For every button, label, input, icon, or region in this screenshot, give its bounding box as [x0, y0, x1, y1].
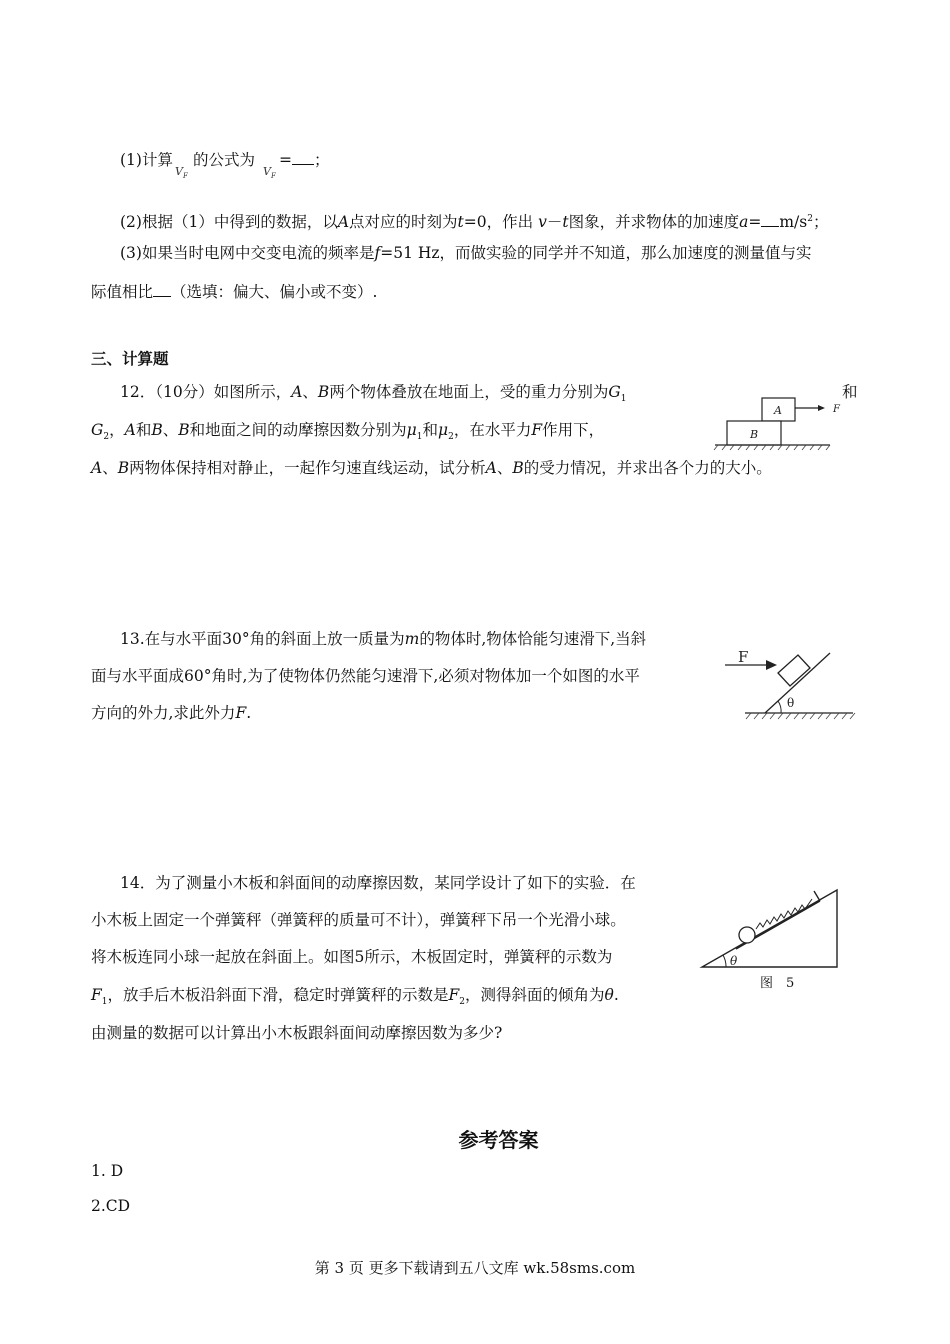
q12-line1: 12．（10分）如图所示，A、B两个物体叠放在地面上，受的重力分别为$G_1$ [120, 383, 627, 405]
label-force-f: F [738, 648, 749, 666]
answer-blank-acceleration[interactable] [761, 212, 779, 227]
q12-and: 和 [842, 383, 858, 401]
figure-5-caption: 图 5 [760, 976, 795, 991]
q11-part2: (2)根据（1）中得到的数据，以A点对应的时刻为t=0，作出 v－t图象，并求物体的加速度$a= m/s^2$； [120, 213, 829, 232]
answer-item-2: 2.CD [91, 1197, 131, 1215]
ground-hatch [714, 445, 830, 450]
block-on-incline [778, 655, 810, 686]
answer-blank-vf[interactable] [292, 150, 314, 165]
q14-line4: $F_1$，放手后木板沿斜面下滑，稳定时弹簧秤的示数是$F_2$，测得斜面的倾角为θ. [91, 986, 619, 1008]
incline-triangle [702, 890, 837, 967]
q14-line1: 14．为了测量小木板和斜面间的动摩擦因数，某同学设计了如下的实验．在 [120, 874, 636, 892]
q13-figure-incline-force [723, 645, 858, 725]
label-a: A [774, 404, 782, 417]
vf-symbol-2: $V_F$ [263, 165, 276, 181]
answers-title: 参考答案 [458, 1128, 539, 1152]
label-theta: θ [787, 696, 795, 710]
vf-symbol-1: $V_F$ [175, 165, 188, 181]
q13-line1: 13.在与水平面30°角的斜面上放一质量为m的物体时,物体恰能匀速滑下,当斜 [120, 630, 647, 648]
board-end-stop [814, 891, 820, 901]
label-theta: θ [730, 954, 738, 968]
q14-line3: 将木板连同小球一起放在斜面上。如图5所示，木板固定时，弹簧秤的示数为 [91, 948, 613, 966]
q12-line3: A、B两物体保持相对静止，一起作匀速直线运动，试分析A、B的受力情况，并求出各个力的大小。 [91, 459, 772, 477]
section-heading-calculation: 三、计算题 [91, 349, 169, 368]
angle-arc [778, 701, 781, 713]
label-f: F [833, 404, 840, 415]
q12-line2: $G_2$，A和B、B和地面之间的动摩擦因数分别为$\mu_1$和$\mu_2$，在水平力F作用下， [91, 421, 605, 443]
ground-hatch [746, 713, 855, 719]
q11-part3: (3)如果当时电网中交变电流的频率是f=51 Hz，而做实验的同学并不知道，那么加速度的测量值与实 [120, 244, 812, 262]
q13-line3: 方向的外力,求此外力F. [91, 704, 252, 722]
q11-part3-cont: 际值相比 （选填：偏大、偏小或不变）. [91, 283, 378, 301]
answer-item-1: 1. D [91, 1162, 124, 1180]
q11-part1: (1)计算 的公式为 = ； [120, 151, 330, 169]
q14-figure-spring-incline [700, 887, 840, 969]
smooth-ball [739, 927, 755, 943]
q14-line2: 小木板上固定一个弹簧秤（弹簧秤的质量可不计），弹簧秤下吊一个光滑小球。 [91, 911, 626, 929]
q14-line5: 由测量的数据可以计算出小木板跟斜面间动摩擦因数为多少? [91, 1024, 503, 1042]
q13-line2: 面与水平面成60°角时,为了使物体仍然能匀速滑下,必须对物体加一个如图的水平 [91, 667, 640, 685]
page-footer: 第 3 页 更多下载请到五八文库 wk.58sms.com [314, 1259, 636, 1277]
label-b: B [749, 428, 759, 441]
q12-figure-stacked-blocks [712, 392, 852, 448]
answer-blank-compare[interactable] [153, 282, 171, 297]
